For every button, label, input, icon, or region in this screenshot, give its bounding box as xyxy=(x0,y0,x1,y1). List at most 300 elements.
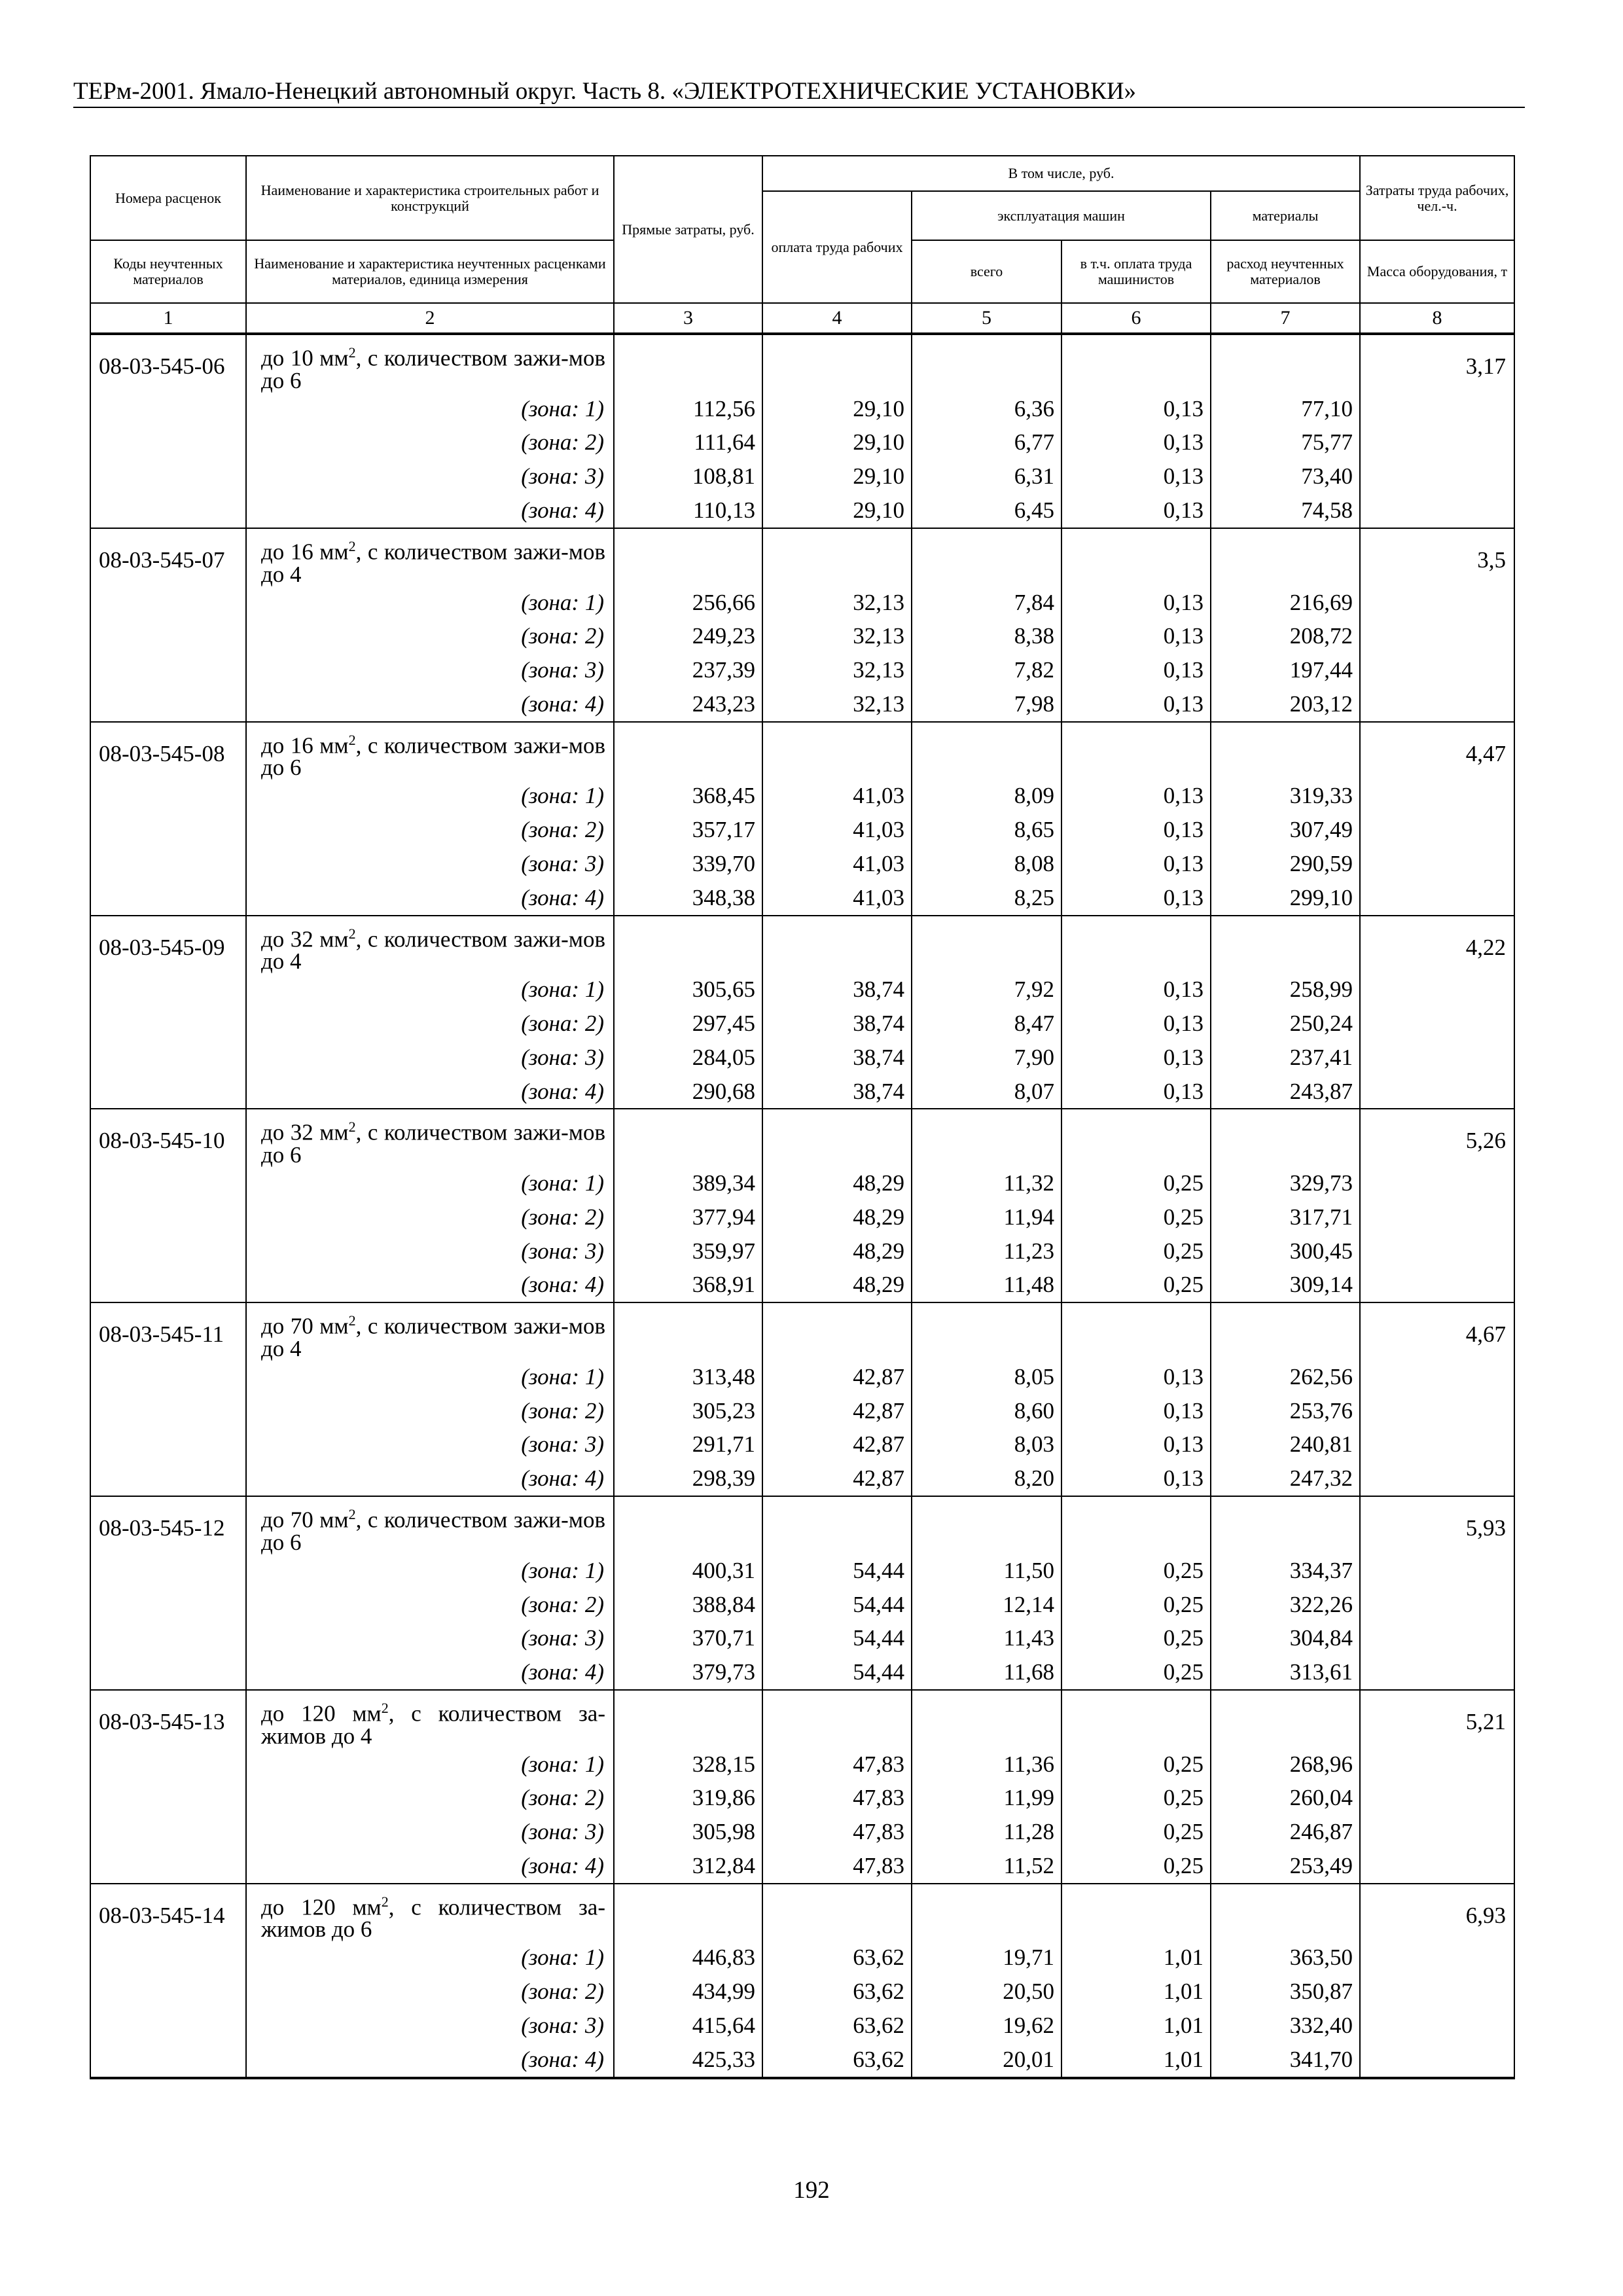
materials-cost: 307,49 xyxy=(1211,813,1360,847)
materials-cost: 332,40 xyxy=(1211,2009,1360,2043)
machines-total: 8,03 xyxy=(912,1427,1061,1462)
header-equipment-mass: Масса оборудования, т xyxy=(1360,240,1514,303)
work-description xyxy=(246,1109,614,1166)
rate-code: 08-03-545-10 xyxy=(90,1109,246,1302)
empty-cell xyxy=(762,1302,912,1360)
labor-pay: 54,44 xyxy=(762,1554,912,1588)
zone-label: (зона: 2) xyxy=(246,1975,614,2009)
zone-label: (зона: 2) xyxy=(246,1781,614,1815)
empty-cell xyxy=(762,1884,912,1941)
empty-cell xyxy=(1211,1109,1360,1166)
machinists-pay: 0,13 xyxy=(1061,653,1211,687)
zone-row xyxy=(90,1007,1514,1041)
unit-superscript: 2 xyxy=(348,731,356,748)
direct-cost: 368,91 xyxy=(614,1268,762,1302)
machinists-pay: 0,25 xyxy=(1061,1781,1211,1815)
zone-row xyxy=(90,1815,1514,1849)
machines-total: 11,23 xyxy=(912,1234,1061,1268)
machinists-pay: 0,13 xyxy=(1061,1007,1211,1041)
zone-label: (зона: 1) xyxy=(246,1360,614,1394)
rate-code: 08-03-545-06 xyxy=(90,334,246,528)
work-description-text: , с количеством зажи-мов до 6 xyxy=(261,1507,605,1555)
zone-label: (зона: 3) xyxy=(246,1427,614,1462)
machinists-pay: 0,13 xyxy=(1061,779,1211,813)
labor-pay: 54,44 xyxy=(762,1588,912,1622)
empty-cell xyxy=(1061,1109,1211,1166)
header-labor-cost: Затраты труда рабочих, чел.-ч. xyxy=(1360,156,1514,240)
header-machinists-pay: в т.ч. оплата труда машинистов xyxy=(1061,240,1211,303)
rate-group-header-row xyxy=(90,1690,1514,1748)
machines-total: 8,07 xyxy=(912,1075,1061,1109)
zone-row xyxy=(90,687,1514,722)
zone-row xyxy=(90,1166,1514,1200)
column-number: 7 xyxy=(1211,303,1360,334)
rate-group-header-row xyxy=(90,916,1514,973)
direct-cost: 305,65 xyxy=(614,973,762,1007)
empty-cell xyxy=(912,1302,1061,1360)
labor-pay: 41,03 xyxy=(762,813,912,847)
machinists-pay: 0,25 xyxy=(1061,1166,1211,1200)
rate-group-header-row xyxy=(90,722,1514,780)
labor-pay: 42,87 xyxy=(762,1394,912,1428)
header-rate-numbers: Номера расценок xyxy=(90,156,246,240)
rate-group-header-row xyxy=(90,528,1514,586)
work-description-text: до 32 мм xyxy=(261,1120,349,1146)
zone-label: (зона: 2) xyxy=(246,813,614,847)
direct-cost: 370,71 xyxy=(614,1621,762,1655)
empty-cell xyxy=(912,916,1061,973)
materials-cost: 208,72 xyxy=(1211,619,1360,653)
work-description-text: , с количеством за-жимов до 6 xyxy=(261,1894,605,1943)
zone-label: (зона: 3) xyxy=(246,1234,614,1268)
machinists-pay: 0,13 xyxy=(1061,1427,1211,1462)
empty-cell xyxy=(762,1109,912,1166)
empty-cell xyxy=(912,722,1061,780)
machinists-pay: 0,25 xyxy=(1061,1554,1211,1588)
labor-pay: 29,10 xyxy=(762,493,912,528)
machines-total: 8,60 xyxy=(912,1394,1061,1428)
empty-cell xyxy=(912,1690,1061,1748)
machinists-pay: 0,25 xyxy=(1061,1655,1211,1690)
zone-row xyxy=(90,1462,1514,1496)
work-description-text: до 120 мм xyxy=(261,1894,382,1920)
labor-pay: 32,13 xyxy=(762,619,912,653)
empty-cell xyxy=(1211,1884,1360,1941)
header-direct-costs: Прямые затраты, руб. xyxy=(614,156,762,303)
machines-total: 8,09 xyxy=(912,779,1061,813)
empty-cell xyxy=(912,1109,1061,1166)
labor-cost-value: 5,93 xyxy=(1360,1496,1514,1690)
zone-label: (зона: 4) xyxy=(246,1462,614,1496)
header-rule xyxy=(73,107,1525,108)
labor-pay: 29,10 xyxy=(762,459,912,493)
direct-cost: 284,05 xyxy=(614,1041,762,1075)
work-description xyxy=(246,722,614,780)
materials-cost: 300,45 xyxy=(1211,1234,1360,1268)
labor-pay: 54,44 xyxy=(762,1655,912,1690)
empty-cell xyxy=(762,1496,912,1554)
zone-label: (зона: 1) xyxy=(246,779,614,813)
empty-cell xyxy=(614,1302,762,1360)
zone-row xyxy=(90,1554,1514,1588)
empty-cell xyxy=(1211,1690,1360,1748)
work-description-text: до 32 мм xyxy=(261,926,349,952)
labor-pay: 47,83 xyxy=(762,1748,912,1782)
machines-total: 12,14 xyxy=(912,1588,1061,1622)
zone-label: (зона: 3) xyxy=(246,847,614,881)
direct-cost: 291,71 xyxy=(614,1427,762,1462)
materials-cost: 75,77 xyxy=(1211,425,1360,459)
empty-cell xyxy=(614,1884,762,1941)
materials-cost: 197,44 xyxy=(1211,653,1360,687)
labor-cost-value: 6,93 xyxy=(1360,1884,1514,2078)
direct-cost: 446,83 xyxy=(614,1941,762,1975)
direct-cost: 339,70 xyxy=(614,847,762,881)
machinists-pay: 0,25 xyxy=(1061,1268,1211,1302)
machinists-pay: 1,01 xyxy=(1061,2043,1211,2078)
empty-cell xyxy=(1061,916,1211,973)
unit-superscript: 2 xyxy=(348,344,356,361)
machinists-pay: 1,01 xyxy=(1061,1941,1211,1975)
empty-cell xyxy=(1061,334,1211,392)
header-machines-total: всего xyxy=(912,240,1061,303)
work-description xyxy=(246,528,614,586)
empty-cell xyxy=(762,528,912,586)
zone-row xyxy=(90,779,1514,813)
header-material-codes: Коды неучтенных материалов xyxy=(90,240,246,303)
zone-row xyxy=(90,1655,1514,1690)
empty-cell xyxy=(614,1496,762,1554)
machinists-pay: 0,13 xyxy=(1061,1075,1211,1109)
empty-cell xyxy=(614,1109,762,1166)
zone-row xyxy=(90,1394,1514,1428)
empty-cell xyxy=(614,334,762,392)
materials-cost: 237,41 xyxy=(1211,1041,1360,1075)
materials-cost: 341,70 xyxy=(1211,2043,1360,2078)
zone-row xyxy=(90,1941,1514,1975)
zone-row xyxy=(90,493,1514,528)
unit-superscript: 2 xyxy=(381,1699,389,1716)
empty-cell xyxy=(762,722,912,780)
machinists-pay: 0,25 xyxy=(1061,1815,1211,1849)
zone-row xyxy=(90,1975,1514,2009)
labor-pay: 63,62 xyxy=(762,1975,912,2009)
work-description-text: , с количеством за-жимов до 4 xyxy=(261,1700,605,1749)
labor-cost-value: 4,22 xyxy=(1360,916,1514,1109)
rate-code: 08-03-545-08 xyxy=(90,722,246,916)
rate-code: 08-03-545-09 xyxy=(90,916,246,1109)
zone-row xyxy=(90,619,1514,653)
labor-pay: 38,74 xyxy=(762,1007,912,1041)
direct-cost: 400,31 xyxy=(614,1554,762,1588)
zone-row xyxy=(90,847,1514,881)
labor-pay: 41,03 xyxy=(762,847,912,881)
direct-cost: 328,15 xyxy=(614,1748,762,1782)
zone-label: (зона: 3) xyxy=(246,2009,614,2043)
zone-label: (зона: 4) xyxy=(246,1268,614,1302)
labor-pay: 32,13 xyxy=(762,586,912,620)
work-description-text: , с количеством зажи-мов до 6 xyxy=(261,732,605,781)
empty-cell xyxy=(614,1690,762,1748)
zone-row xyxy=(90,1075,1514,1109)
work-description-text: , с количеством зажи-мов до 6 xyxy=(261,345,605,393)
machinists-pay: 0,13 xyxy=(1061,813,1211,847)
zone-row xyxy=(90,813,1514,847)
zone-label: (зона: 1) xyxy=(246,586,614,620)
machines-total: 8,08 xyxy=(912,847,1061,881)
unit-superscript: 2 xyxy=(348,537,356,554)
labor-pay: 32,13 xyxy=(762,653,912,687)
machinists-pay: 0,13 xyxy=(1061,1041,1211,1075)
zone-label: (зона: 3) xyxy=(246,459,614,493)
machines-total: 11,32 xyxy=(912,1166,1061,1200)
materials-cost: 77,10 xyxy=(1211,392,1360,426)
direct-cost: 298,39 xyxy=(614,1462,762,1496)
machines-total: 8,05 xyxy=(912,1360,1061,1394)
machines-total: 7,92 xyxy=(912,973,1061,1007)
machinists-pay: 0,13 xyxy=(1061,687,1211,722)
column-number: 2 xyxy=(246,303,614,334)
labor-pay: 47,83 xyxy=(762,1781,912,1815)
rate-group-header-row xyxy=(90,334,1514,392)
work-description xyxy=(246,1690,614,1748)
materials-cost: 329,73 xyxy=(1211,1166,1360,1200)
zone-row xyxy=(90,973,1514,1007)
materials-cost: 304,84 xyxy=(1211,1621,1360,1655)
empty-cell xyxy=(1061,1690,1211,1748)
machinists-pay: 1,01 xyxy=(1061,1975,1211,2009)
column-number: 4 xyxy=(762,303,912,334)
zone-row xyxy=(90,653,1514,687)
zone-label: (зона: 2) xyxy=(246,619,614,653)
labor-cost-value: 5,21 xyxy=(1360,1690,1514,1884)
zone-label: (зона: 1) xyxy=(246,392,614,426)
header-machines: эксплуатация машин xyxy=(912,191,1211,240)
empty-cell xyxy=(1211,528,1360,586)
column-number: 5 xyxy=(912,303,1061,334)
labor-pay: 63,62 xyxy=(762,1941,912,1975)
machinists-pay: 0,25 xyxy=(1061,1200,1211,1234)
zone-row xyxy=(90,1621,1514,1655)
labor-cost-value: 4,47 xyxy=(1360,722,1514,916)
labor-pay: 48,29 xyxy=(762,1268,912,1302)
header-including: В том числе, руб. xyxy=(762,156,1360,191)
column-number: 8 xyxy=(1360,303,1514,334)
work-description-text: до 70 мм xyxy=(261,1507,349,1533)
machines-total: 11,50 xyxy=(912,1554,1061,1588)
machinists-pay: 0,25 xyxy=(1061,1621,1211,1655)
direct-cost: 297,45 xyxy=(614,1007,762,1041)
direct-cost: 243,23 xyxy=(614,687,762,722)
zone-label: (зона: 4) xyxy=(246,881,614,916)
empty-cell xyxy=(762,1690,912,1748)
materials-cost: 250,24 xyxy=(1211,1007,1360,1041)
materials-cost: 319,33 xyxy=(1211,779,1360,813)
machines-total: 11,36 xyxy=(912,1748,1061,1782)
empty-cell xyxy=(1211,916,1360,973)
direct-cost: 290,68 xyxy=(614,1075,762,1109)
zone-row xyxy=(90,1200,1514,1234)
zone-label: (зона: 2) xyxy=(246,1588,614,1622)
zone-row xyxy=(90,425,1514,459)
machines-total: 20,01 xyxy=(912,2043,1061,2078)
work-description-text: до 16 мм xyxy=(261,732,349,759)
labor-pay: 48,29 xyxy=(762,1200,912,1234)
work-description-text: до 16 мм xyxy=(261,539,349,565)
zone-label: (зона: 4) xyxy=(246,1655,614,1690)
header-materials-unaccounted: расход неучтенных материалов xyxy=(1211,240,1360,303)
machines-total: 7,82 xyxy=(912,653,1061,687)
materials-cost: 262,56 xyxy=(1211,1360,1360,1394)
machinists-pay: 0,25 xyxy=(1061,1588,1211,1622)
materials-cost: 290,59 xyxy=(1211,847,1360,881)
work-description-text: до 120 мм xyxy=(261,1700,382,1727)
labor-pay: 41,03 xyxy=(762,779,912,813)
direct-cost: 237,39 xyxy=(614,653,762,687)
materials-cost: 363,50 xyxy=(1211,1941,1360,1975)
machinists-pay: 0,13 xyxy=(1061,881,1211,916)
zone-label: (зона: 1) xyxy=(246,1166,614,1200)
work-description-text: , с количеством зажи-мов до 4 xyxy=(261,539,605,587)
zone-label: (зона: 3) xyxy=(246,1621,614,1655)
rate-code: 08-03-545-07 xyxy=(90,528,246,722)
work-description-text: , с количеством зажи-мов до 4 xyxy=(261,926,605,975)
zone-row xyxy=(90,1588,1514,1622)
rate-group-header-row xyxy=(90,1109,1514,1166)
materials-cost: 317,71 xyxy=(1211,1200,1360,1234)
empty-cell xyxy=(1211,1302,1360,1360)
rate-group-header-row xyxy=(90,1302,1514,1360)
machines-total: 6,36 xyxy=(912,392,1061,426)
zone-row xyxy=(90,459,1514,493)
materials-cost: 243,87 xyxy=(1211,1075,1360,1109)
machines-total: 19,62 xyxy=(912,2009,1061,2043)
machinists-pay: 0,13 xyxy=(1061,1462,1211,1496)
materials-cost: 299,10 xyxy=(1211,881,1360,916)
labor-pay: 29,10 xyxy=(762,425,912,459)
direct-cost: 357,17 xyxy=(614,813,762,847)
labor-pay: 41,03 xyxy=(762,881,912,916)
empty-cell xyxy=(912,528,1061,586)
labor-cost-value: 3,5 xyxy=(1360,528,1514,722)
machinists-pay: 0,25 xyxy=(1061,1234,1211,1268)
zone-label: (зона: 4) xyxy=(246,687,614,722)
empty-cell xyxy=(1211,1496,1360,1554)
zone-row xyxy=(90,392,1514,426)
labor-pay: 42,87 xyxy=(762,1360,912,1394)
direct-cost: 415,64 xyxy=(614,2009,762,2043)
materials-cost: 334,37 xyxy=(1211,1554,1360,1588)
labor-pay: 54,44 xyxy=(762,1621,912,1655)
work-description xyxy=(246,1302,614,1360)
labor-pay: 38,74 xyxy=(762,1075,912,1109)
zone-label: (зона: 3) xyxy=(246,653,614,687)
machinists-pay: 0,13 xyxy=(1061,493,1211,528)
materials-cost: 322,26 xyxy=(1211,1588,1360,1622)
zone-row xyxy=(90,1041,1514,1075)
labor-pay: 47,83 xyxy=(762,1849,912,1884)
zone-label: (зона: 1) xyxy=(246,1554,614,1588)
empty-cell xyxy=(912,1496,1061,1554)
unit-superscript: 2 xyxy=(348,925,356,942)
empty-cell xyxy=(762,334,912,392)
empty-cell xyxy=(1061,1496,1211,1554)
labor-pay: 63,62 xyxy=(762,2009,912,2043)
machines-total: 11,99 xyxy=(912,1781,1061,1815)
materials-cost: 240,81 xyxy=(1211,1427,1360,1462)
table-body xyxy=(90,334,1514,2078)
labor-pay: 63,62 xyxy=(762,2043,912,2078)
rate-code: 08-03-545-14 xyxy=(90,1884,246,2078)
machinists-pay: 0,13 xyxy=(1061,459,1211,493)
page-header: ТЕРм-2001. Ямало-Ненецкий автономный округ. Часть 8. «ЭЛЕКТРОТЕХНИЧЕСКИЕ УСТАНОВКИ» xyxy=(73,78,1137,105)
unit-superscript: 2 xyxy=(348,1312,356,1329)
zone-row xyxy=(90,1360,1514,1394)
zone-row xyxy=(90,1234,1514,1268)
rate-code: 08-03-545-11 xyxy=(90,1302,246,1496)
machinists-pay: 0,13 xyxy=(1061,392,1211,426)
column-number: 3 xyxy=(614,303,762,334)
zone-row xyxy=(90,1748,1514,1782)
machinists-pay: 0,25 xyxy=(1061,1748,1211,1782)
direct-cost: 434,99 xyxy=(614,1975,762,2009)
zone-label: (зона: 4) xyxy=(246,1849,614,1884)
empty-cell xyxy=(1061,1302,1211,1360)
direct-cost: 305,98 xyxy=(614,1815,762,1849)
zone-label: (зона: 3) xyxy=(246,1041,614,1075)
labor-pay: 32,13 xyxy=(762,687,912,722)
zone-row xyxy=(90,881,1514,916)
machinists-pay: 0,13 xyxy=(1061,586,1211,620)
zone-row xyxy=(90,2009,1514,2043)
zone-label: (зона: 1) xyxy=(246,973,614,1007)
empty-cell xyxy=(912,1884,1061,1941)
zone-row xyxy=(90,1427,1514,1462)
machinists-pay: 0,13 xyxy=(1061,973,1211,1007)
direct-cost: 108,81 xyxy=(614,459,762,493)
work-description xyxy=(246,916,614,973)
zone-row xyxy=(90,2043,1514,2078)
work-description xyxy=(246,1884,614,1941)
zone-row xyxy=(90,1849,1514,1884)
machines-total: 8,65 xyxy=(912,813,1061,847)
empty-cell xyxy=(614,722,762,780)
unit-superscript: 2 xyxy=(348,1119,356,1136)
empty-cell xyxy=(1211,334,1360,392)
machines-total: 19,71 xyxy=(912,1941,1061,1975)
materials-cost: 253,76 xyxy=(1211,1394,1360,1428)
direct-cost: 388,84 xyxy=(614,1588,762,1622)
empty-cell xyxy=(762,916,912,973)
direct-cost: 312,84 xyxy=(614,1849,762,1884)
work-description xyxy=(246,334,614,392)
empty-cell xyxy=(1061,722,1211,780)
rate-code: 08-03-545-12 xyxy=(90,1496,246,1690)
machines-total: 11,28 xyxy=(912,1815,1061,1849)
machines-total: 11,48 xyxy=(912,1268,1061,1302)
materials-cost: 268,96 xyxy=(1211,1748,1360,1782)
zone-row xyxy=(90,1781,1514,1815)
direct-cost: 111,64 xyxy=(614,425,762,459)
direct-cost: 256,66 xyxy=(614,586,762,620)
machinists-pay: 0,13 xyxy=(1061,847,1211,881)
labor-pay: 38,74 xyxy=(762,973,912,1007)
machines-total: 11,68 xyxy=(912,1655,1061,1690)
materials-cost: 350,87 xyxy=(1211,1975,1360,2009)
direct-cost: 368,45 xyxy=(614,779,762,813)
labor-pay: 42,87 xyxy=(762,1427,912,1462)
machines-total: 8,25 xyxy=(912,881,1061,916)
